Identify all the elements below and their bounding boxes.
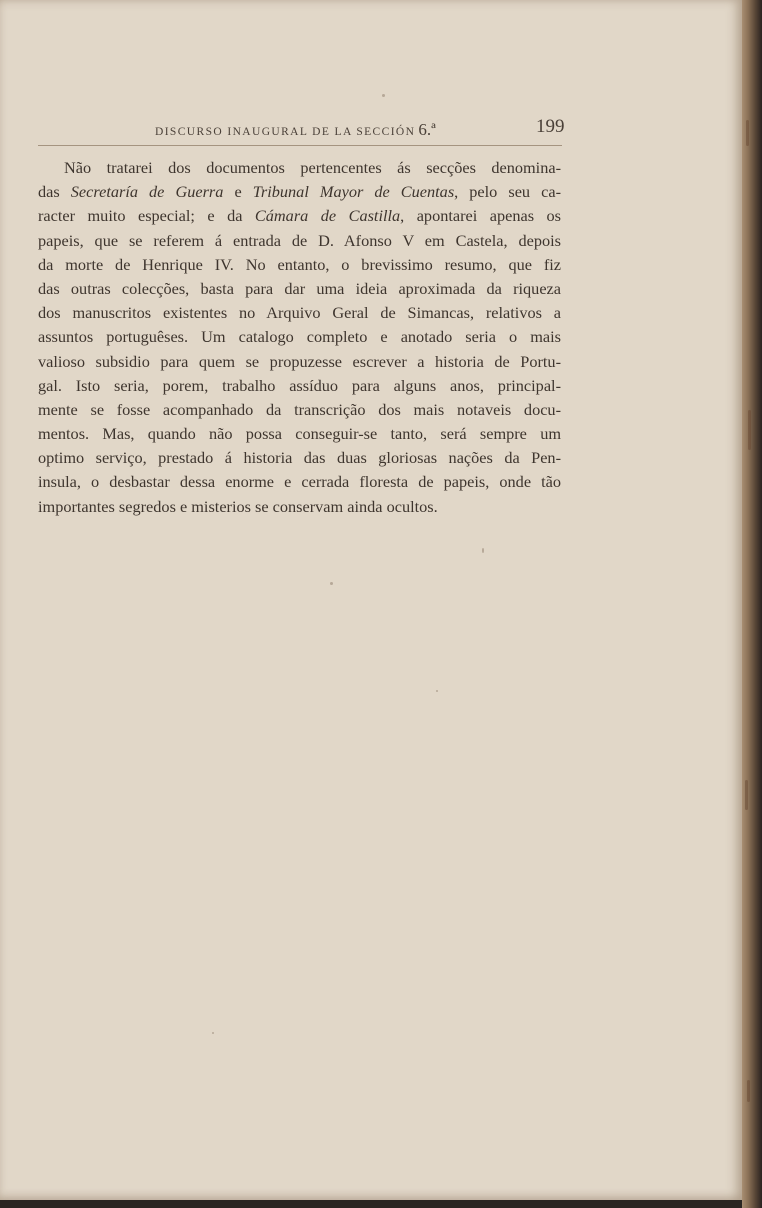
text-line: da morte de Henrique IV. No entanto, o brevissimo resumo, que fiz	[38, 254, 561, 274]
page-edge	[742, 0, 762, 1208]
edge-stain	[745, 780, 748, 810]
italic-title: Tribunal Mayor de Cuentas	[252, 182, 455, 202]
text-line: Não tratarei dos documentos pertencentes ás secções denomina-	[64, 158, 561, 177]
header-rule	[38, 145, 562, 146]
paper-speck	[382, 94, 385, 97]
text-line: dos manuscritos existentes no Arquivo Geral de Simancas, relativos a	[38, 303, 561, 323]
text-line: papeis, que se referem á entrada de D. Afonso V em Castela, depois	[38, 230, 561, 250]
running-head: DISCURSO INAUGURAL DE LA SECCIÓN 6.ª	[155, 120, 436, 139]
text-line: valioso subsidio para quem se propuzesse escrever a historia de Portu-	[38, 351, 561, 371]
edge-stain	[746, 120, 749, 146]
text-line: das Secretaría de Guerra e Tribunal Mayor de Cuentas, pelo seu ca-	[38, 182, 561, 202]
paper-speck	[482, 548, 484, 553]
italic-title: Secretaría de Guerra	[70, 182, 224, 202]
section-ordinal: 6.ª	[418, 120, 436, 139]
text-line: mente se fosse acompanhado da transcrição dos mais notaveis docu-	[38, 399, 561, 419]
body-paragraph	[38, 156, 561, 519]
text-line: importantes segredos e misterios se conservam ainda ocultos.	[38, 496, 438, 516]
text-line: racter muito especial; e da Cámara de Castilla, apontarei apenas os	[38, 206, 561, 226]
paper-speck	[330, 582, 333, 585]
text-line: mentos. Mas, quando não possa conseguir-se tanto, será sempre um	[38, 424, 561, 444]
text-line: assuntos portuguêses. Um catalogo completo e anotado seria o mais	[38, 327, 561, 347]
edge-stain	[747, 1080, 750, 1102]
text-line: das outras colecções, basta para dar uma ideia aproximada da riqueza	[38, 278, 561, 298]
text-line: gal. Isto seria, porem, trabalho assíduo para alguns anos, principal-	[38, 375, 561, 395]
italic-title: Cámara de Castilla	[254, 206, 401, 226]
page-number: 199	[536, 116, 565, 137]
paper-speck	[212, 1032, 214, 1034]
paper-speck	[436, 690, 438, 692]
text-line: insula, o desbastar dessa enorme e cerrada floresta de papeis, onde tão	[38, 472, 561, 492]
text-line: optimo serviço, prestado á historia das duas gloriosas nações da Pen-	[38, 448, 561, 468]
page-header	[38, 116, 574, 146]
edge-stain	[748, 410, 751, 450]
